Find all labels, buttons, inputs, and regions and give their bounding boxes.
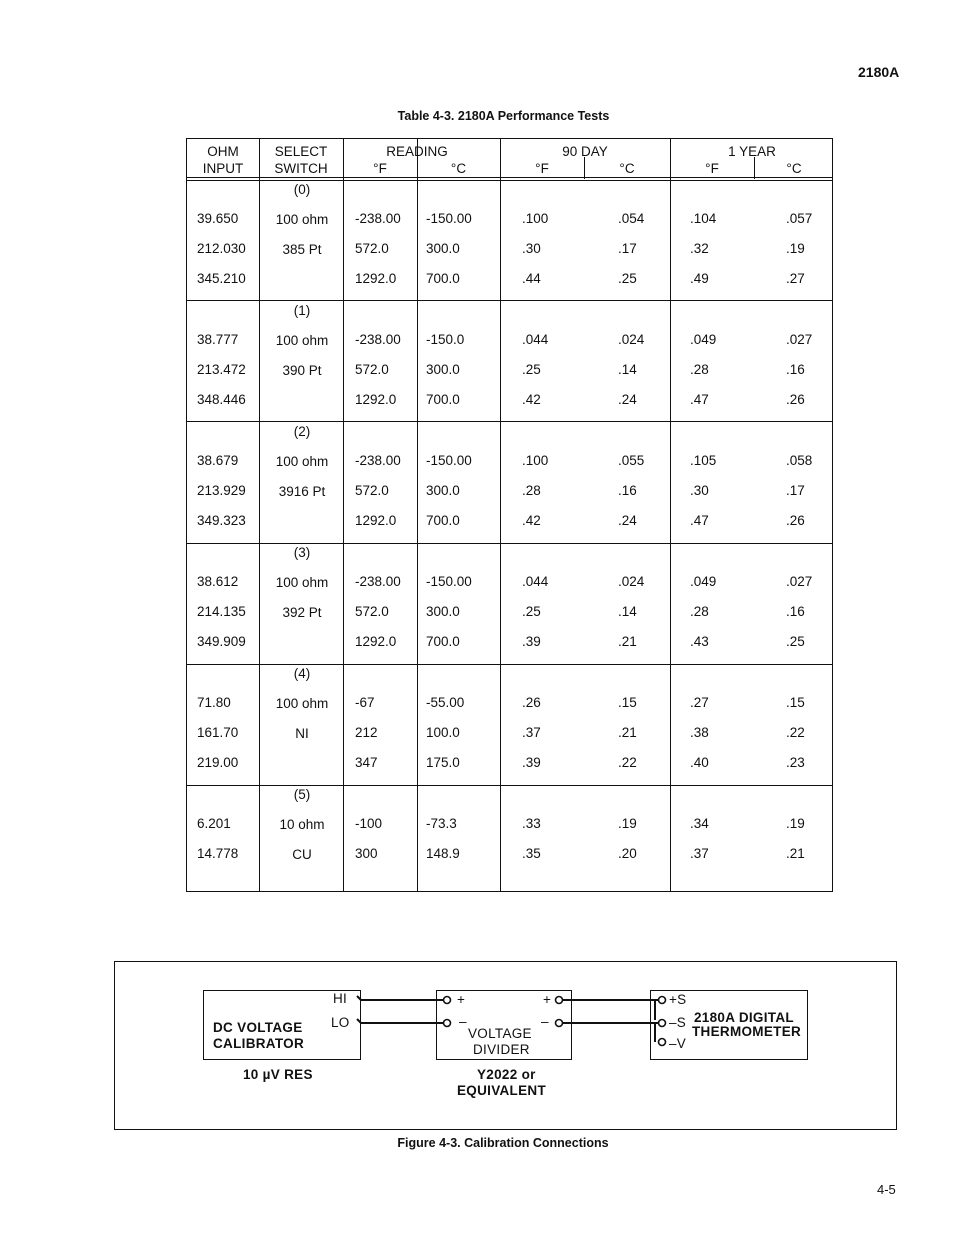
select-switch-label: (2) — [293, 424, 311, 439]
table-cell: .14 — [618, 604, 637, 619]
table-cell: 39.650 — [197, 211, 239, 226]
calibration-figure — [114, 961, 897, 1130]
table-cell: 572.0 — [355, 241, 389, 256]
table-cell: .027 — [786, 574, 813, 589]
header-90day-c: °C — [619, 161, 635, 176]
table-cell: .42 — [522, 513, 541, 528]
table-cell: -55.00 — [426, 695, 465, 710]
header-1year-f: °F — [705, 161, 719, 176]
table-cell: .055 — [618, 453, 645, 468]
table-cell: -150.0 — [426, 332, 465, 347]
table-cell: 148.9 — [426, 846, 460, 861]
divider-label-1: VOLTAGE — [468, 1026, 532, 1041]
table-cell: .17 — [786, 483, 805, 498]
table-cell: 300.0 — [426, 241, 460, 256]
terminal-circle — [659, 997, 666, 1004]
table-cell: 175.0 — [426, 755, 460, 770]
thermometer-terminal-minus-s: –S — [669, 1015, 687, 1030]
table-cell: .28 — [690, 604, 709, 619]
table-cell: .19 — [786, 816, 805, 831]
table-cell: 213.472 — [197, 362, 246, 377]
table-cell: 1292.0 — [355, 513, 397, 528]
performance-table — [186, 138, 833, 892]
table-cell: .27 — [786, 271, 805, 286]
table-cell: 700.0 — [426, 513, 460, 528]
table-cell: .19 — [786, 241, 805, 256]
thermometer-terminal-minus-v: –V — [669, 1036, 687, 1051]
calibrator-label-1: DC VOLTAGE — [213, 1020, 303, 1035]
hi-terminal-label: HI — [333, 991, 348, 1006]
table-cell: 71.80 — [197, 695, 231, 710]
table-cell: .30 — [522, 241, 541, 256]
table-cell: .27 — [690, 695, 709, 710]
table-cell: .100 — [522, 211, 549, 226]
header-reading: READING — [386, 144, 448, 159]
table-cell: .28 — [522, 483, 541, 498]
table-cell: 349.323 — [197, 513, 246, 528]
header-model: 2180A — [858, 64, 900, 80]
divider-in-minus: – — [459, 1014, 467, 1029]
table-cell: 100.0 — [426, 725, 460, 740]
table-cell: 213.929 — [197, 483, 246, 498]
table-cell: 572.0 — [355, 362, 389, 377]
select-switch-label: (0) — [293, 182, 311, 197]
hi-arrow — [357, 996, 361, 1000]
terminal-circle — [556, 997, 563, 1004]
table-cell: .32 — [690, 241, 709, 256]
calibrator-label-2: CALIBRATOR — [213, 1036, 304, 1051]
table-cell: .22 — [618, 755, 637, 770]
header-rule — [187, 180, 832, 181]
select-switch-label: 100 ohm — [275, 333, 329, 348]
select-switch-label: 3916 Pt — [278, 484, 326, 499]
table-cell: .25 — [618, 271, 637, 286]
table-cell: .23 — [786, 755, 805, 770]
table-cell: 14.778 — [197, 846, 239, 861]
header-select-2: SWITCH — [274, 161, 328, 176]
terminal-circle — [444, 997, 451, 1004]
table-cell: .26 — [522, 695, 541, 710]
select-switch-label: 390 Pt — [282, 363, 322, 378]
table-cell: 348.446 — [197, 392, 246, 407]
table-cell: .25 — [522, 362, 541, 377]
table-cell: -150.00 — [426, 574, 472, 589]
table-cell: -73.3 — [426, 816, 457, 831]
table-cell: .17 — [618, 241, 637, 256]
divider-out-minus: – — [541, 1014, 549, 1029]
calibrator-note: 10 µV RES — [243, 1067, 313, 1082]
table-cell: .33 — [522, 816, 541, 831]
group-separator — [187, 664, 832, 665]
table-cell: .37 — [522, 725, 541, 740]
table-cell: -238.00 — [355, 211, 401, 226]
header-90day: 90 DAY — [562, 144, 608, 159]
table-cell: .24 — [618, 513, 637, 528]
table-cell: .22 — [786, 725, 805, 740]
table-cell: 572.0 — [355, 483, 389, 498]
table-cell: .39 — [522, 755, 541, 770]
table-cell: 700.0 — [426, 634, 460, 649]
table-cell: .058 — [786, 453, 813, 468]
table-cell: .16 — [786, 362, 805, 377]
terminal-circle — [659, 1020, 666, 1027]
select-switch-label: 100 ohm — [275, 454, 329, 469]
table-cell: .24 — [618, 392, 637, 407]
table-cell: .30 — [690, 483, 709, 498]
table-cell: .14 — [618, 362, 637, 377]
table-cell: .044 — [522, 332, 549, 347]
terminal-circle — [556, 1020, 563, 1027]
col-divider — [670, 139, 671, 891]
table-cell: .20 — [618, 846, 637, 861]
header-reading-c: °C — [450, 161, 467, 176]
table-cell: 700.0 — [426, 271, 460, 286]
divider-label-2: DIVIDER — [473, 1042, 530, 1057]
table-cell: .044 — [522, 574, 549, 589]
table-cell: -238.00 — [355, 453, 401, 468]
group-separator — [187, 421, 832, 422]
header-rule — [187, 177, 832, 178]
thermometer-label-2: THERMOMETER — [692, 1024, 802, 1039]
table-cell: .049 — [690, 332, 717, 347]
table-cell: -238.00 — [355, 332, 401, 347]
table-cell: -150.00 — [426, 211, 472, 226]
header-1year-c: °C — [786, 161, 802, 176]
select-switch-label: (4) — [293, 666, 311, 681]
table-cell: .027 — [786, 332, 813, 347]
table-cell: .40 — [690, 755, 709, 770]
table-cell: .25 — [786, 634, 805, 649]
table-cell: -100 — [355, 816, 383, 831]
table-cell: .26 — [786, 392, 805, 407]
table-cell: .054 — [618, 211, 645, 226]
table-cell: .16 — [618, 483, 637, 498]
table-cell: .38 — [690, 725, 709, 740]
table-cell: .15 — [786, 695, 805, 710]
table-cell: 161.70 — [197, 725, 239, 740]
table-cell: .35 — [522, 846, 541, 861]
lo-arrow — [357, 1019, 361, 1023]
divider-in-plus: + — [457, 992, 466, 1007]
figure-caption: Figure 4-3. Calibration Connections — [397, 1136, 609, 1150]
thermometer-terminal-plus-s: +S — [669, 992, 687, 1007]
table-cell: 214.135 — [197, 604, 246, 619]
table-cell: .43 — [690, 634, 709, 649]
terminal-circle — [444, 1020, 451, 1027]
table-cell: 349.909 — [197, 634, 246, 649]
select-switch-label: 100 ohm — [275, 575, 329, 590]
table-cell: 345.210 — [197, 271, 246, 286]
table-cell: 1292.0 — [355, 271, 397, 286]
select-switch-label: NI — [295, 726, 309, 741]
select-switch-label: 100 ohm — [275, 212, 329, 227]
divider-out-plus: + — [543, 992, 552, 1007]
table-cell: .19 — [618, 816, 637, 831]
select-switch-label: (5) — [293, 787, 311, 802]
select-switch-label: 385 Pt — [282, 242, 322, 257]
table-cell: .100 — [522, 453, 549, 468]
table-cell: .104 — [690, 211, 717, 226]
table-cell: .26 — [786, 513, 805, 528]
table-cell: -238.00 — [355, 574, 401, 589]
table-cell: .44 — [522, 271, 541, 286]
table-cell: .057 — [786, 211, 813, 226]
header-90day-f: °F — [535, 161, 549, 176]
header-reading-f: °F — [373, 161, 387, 176]
table-cell: .25 — [522, 604, 541, 619]
table-title: Table 4-3. 2180A Performance Tests — [397, 109, 610, 123]
table-cell: .34 — [690, 816, 709, 831]
select-switch-label: CU — [292, 847, 312, 862]
table-cell: 212 — [355, 725, 378, 740]
table-cell: .21 — [786, 846, 805, 861]
table-cell: 572.0 — [355, 604, 389, 619]
wiring-diagram — [115, 962, 896, 1129]
table-cell: .47 — [690, 513, 709, 528]
select-switch-label: 10 ohm — [279, 817, 325, 832]
table-cell: .28 — [690, 362, 709, 377]
table-cell: .15 — [618, 695, 637, 710]
table-cell: 38.777 — [197, 332, 239, 347]
table-cell: .049 — [690, 574, 717, 589]
header-ohm-2: INPUT — [202, 161, 244, 176]
select-switch-label: (1) — [293, 303, 311, 318]
table-cell: 6.201 — [197, 816, 231, 831]
table-cell: 300.0 — [426, 362, 460, 377]
table-cell: 300 — [355, 846, 378, 861]
select-switch-label: (3) — [293, 545, 311, 560]
group-separator — [187, 543, 832, 544]
table-cell: 219.00 — [197, 755, 239, 770]
col-divider — [500, 139, 501, 891]
table-cell: .105 — [690, 453, 717, 468]
table-cell: .39 — [522, 634, 541, 649]
table-cell: 300.0 — [426, 483, 460, 498]
header-ohm-1: OHM — [207, 144, 239, 159]
table-cell: .49 — [690, 271, 709, 286]
page-number: 4-5 — [877, 1182, 896, 1197]
table-cell: 212.030 — [197, 241, 246, 256]
table-cell: 1292.0 — [355, 634, 397, 649]
table-cell: .47 — [690, 392, 709, 407]
thermometer-label-1: 2180A DIGITAL — [694, 1010, 794, 1025]
table-cell: .21 — [618, 634, 637, 649]
table-cell: 38.679 — [197, 453, 239, 468]
table-cell: -150.00 — [426, 453, 472, 468]
table-cell: 347 — [355, 755, 378, 770]
select-switch-label: 100 ohm — [275, 696, 329, 711]
table-cell: .024 — [618, 574, 645, 589]
divider-note-2: EQUIVALENT — [457, 1083, 547, 1098]
table-cell: 700.0 — [426, 392, 460, 407]
select-switch-label: 392 Pt — [282, 605, 322, 620]
header-select-1: SELECT — [274, 144, 328, 159]
group-separator — [187, 300, 832, 301]
header-1year: 1 YEAR — [728, 144, 776, 159]
table-cell: .16 — [786, 604, 805, 619]
table-cell: 1292.0 — [355, 392, 397, 407]
group-separator — [187, 785, 832, 786]
table-cell: .37 — [690, 846, 709, 861]
table-cell: 38.612 — [197, 574, 239, 589]
table-cell: -67 — [355, 695, 375, 710]
terminal-circle — [659, 1039, 666, 1046]
table-cell: 300.0 — [426, 604, 460, 619]
table-cell: .024 — [618, 332, 645, 347]
table-cell: .21 — [618, 725, 637, 740]
lo-terminal-label: LO — [331, 1015, 350, 1030]
divider-note-1: Y2022 or — [477, 1067, 536, 1082]
table-cell: .42 — [522, 392, 541, 407]
